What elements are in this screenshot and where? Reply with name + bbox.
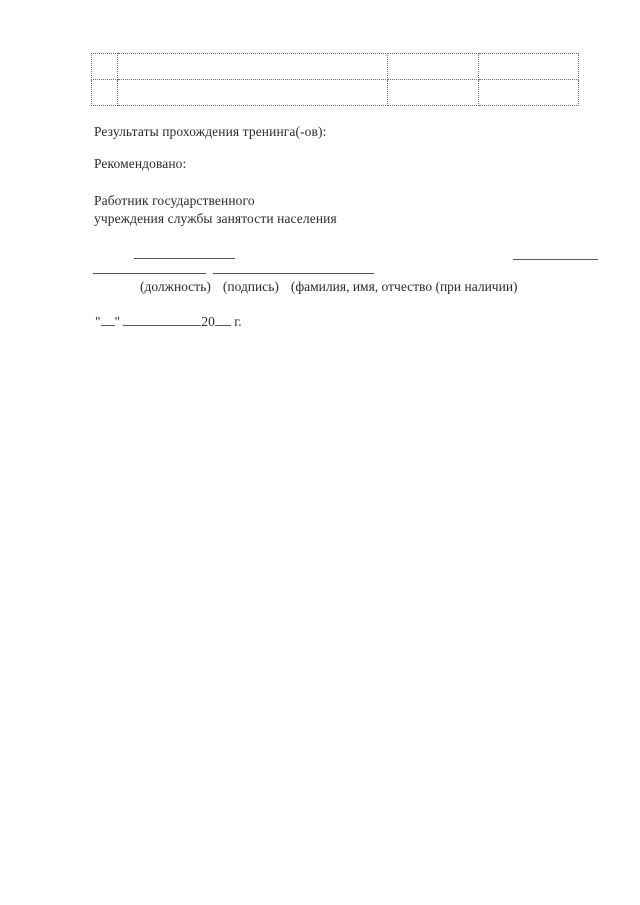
table-cell [92, 54, 118, 80]
signature-blank [213, 273, 374, 274]
worker-title-line-1: Работник государственного [94, 193, 255, 208]
position-blank-upper [134, 258, 235, 259]
form-table [91, 53, 579, 106]
century-prefix: 20 [201, 314, 215, 329]
quote-open: " [95, 314, 101, 329]
table-cell [92, 80, 118, 106]
table-row [92, 54, 579, 80]
worker-title-line-2: учреждения службы занятости населения [94, 211, 337, 226]
day-blank [101, 314, 115, 326]
full-name-caption: (фамилия, имя, отчество (при наличии) [290, 279, 518, 294]
name-blank-upper [513, 259, 598, 260]
table-cell [388, 54, 479, 80]
table-cell [118, 80, 388, 106]
year-suffix: г. [234, 314, 242, 329]
table-row [92, 80, 579, 106]
year-blank [215, 314, 231, 326]
training-results-label: Результаты прохождения тренинга(-ов): [94, 124, 327, 139]
quote-close: " [114, 314, 121, 329]
recommended-label: Рекомендовано: [94, 156, 187, 171]
position-caption: (должность) [140, 279, 211, 294]
position-blank [93, 273, 206, 274]
table-cell [118, 54, 388, 80]
date-line [95, 314, 242, 330]
signature-caption: (подпись) [222, 279, 279, 294]
table-cell [479, 80, 579, 106]
signature-captions [140, 279, 518, 295]
table-cell [388, 80, 479, 106]
month-blank [123, 314, 201, 326]
table-cell [479, 54, 579, 80]
